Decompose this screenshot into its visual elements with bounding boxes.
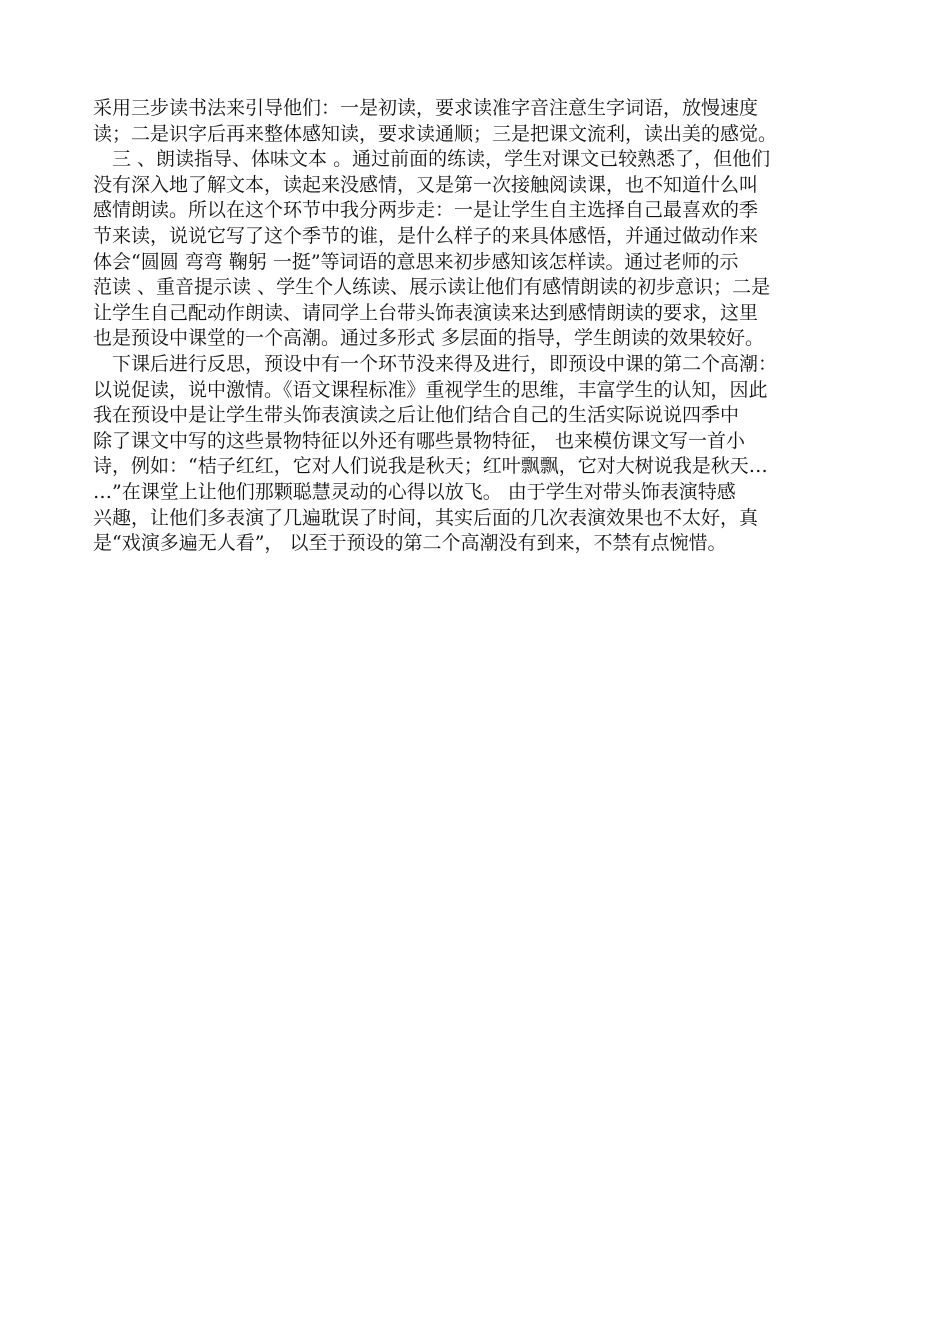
text-line: 节来读，说说它写了这个季节的谁，是什么样子的来具体感悟，并通过做动作来 <box>93 224 759 247</box>
text-line: 采用三步读书法来引导他们：一是初读，要求读准字音注意生字词语，放慢速度 <box>93 97 759 119</box>
text-line: 范读 、重音提示读 、学生个人练读、展示读让他们有感情朗读的初步意识；二是 <box>93 276 771 299</box>
text-line: 以说促读，说中激情。《语文课程标准》重视学生的思维，丰富学生的认知，因此 <box>93 378 768 401</box>
text-line: 感情朗读。所以在这个环节中我分两步走：一是让学生自主选择自己最喜欢的季 <box>93 199 759 222</box>
text-line: 是“戏演多遍无人看”， 以至于预设的第二个高潮没有到来，不禁有点惋惜。 <box>93 532 727 555</box>
text-line: 没有深入地了解文本，读起来没感情，又是第一次接触阅读课，也不知道什么叫 <box>93 173 759 196</box>
text-line: 读；二是识字后再来整体感知读，要求读通顺；三是把课文流利，读出美的感觉。 <box>93 122 778 145</box>
text-line: 兴趣，让他们多表演了几遍耽误了时间，其实后面的几次表演效果也不太好，真 <box>93 506 759 529</box>
text-line: 下课后进行反思，预设中有一个环节没来得及进行，即预设中课的第二个高潮： <box>112 352 778 375</box>
body-text <box>93 96 855 557</box>
text-line: 也是预设中课堂的一个高潮。通过多形式 多层面的指导，学生朗读的效果较好。 <box>93 327 765 350</box>
text-line: 我在预设中是让学生带头饰表演读之后让他们结合自己的生活实际说说四季中 <box>93 404 740 427</box>
text-line: …”在课堂上让他们那颗聪慧灵动的心得以放飞。 由于学生对带头饰表演特感 <box>93 480 736 503</box>
text-line: 除了课文中写的这些景物特征以外还有哪些景物特征， 也来模仿课文写一首小 <box>93 429 746 452</box>
text-line: 诗，例如：“桔子红红，它对人们说我是秋天；红叶飘飘，它对大树说我是秋天… <box>93 455 768 478</box>
text-line: 让学生自己配动作朗读、请同学上台带头饰表演读来达到感情朗读的要求，这里 <box>93 301 759 324</box>
text-line: 三 、朗读指导、体味文本 。通过前面的练读，学生对课文已较熟悉了，但他们 <box>112 148 771 171</box>
text-line: 体会“圆圆 弯弯 鞠躬 一挺”等词语的意思来初步感知该怎样读。通过老师的示 <box>93 250 739 273</box>
